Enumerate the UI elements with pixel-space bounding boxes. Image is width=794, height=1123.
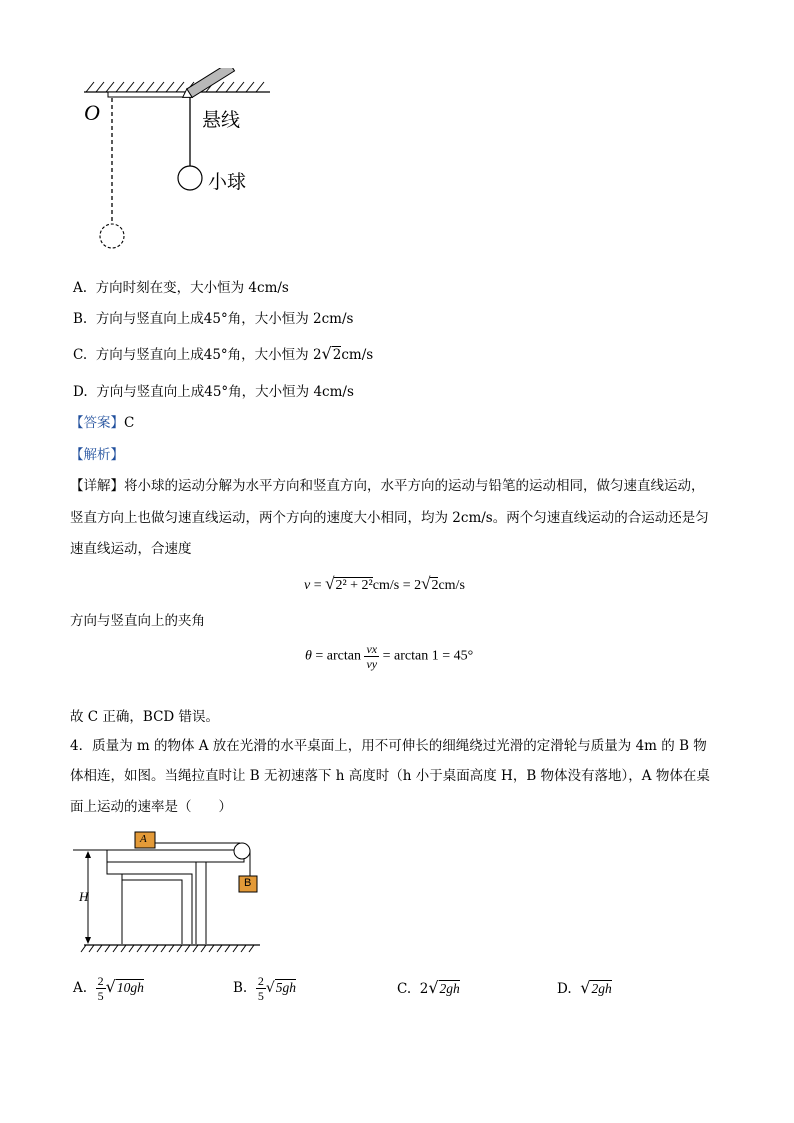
analysis-label: 【解析】 bbox=[70, 447, 124, 463]
q4-option-b: B. $\frac{2}{5}$ √5gh bbox=[233, 974, 296, 1003]
fig1-label-o: O bbox=[84, 100, 100, 125]
detail-line-3: 速直线运动，合速度 bbox=[70, 541, 192, 557]
equation-velocity: v = √2² + 2²cm/s = 2√2cm/s bbox=[304, 574, 465, 593]
answer-label: 【答案】 bbox=[70, 415, 124, 431]
figure-pencil-ball bbox=[78, 68, 278, 253]
detail-line-2: 竖直方向上也做匀速直线运动，两个方向的速度大小相同，均为 2cm/s。两个匀速直线运动的合运动还是匀 bbox=[70, 510, 709, 526]
fig2-label-h: H bbox=[79, 889, 89, 904]
q3-option-b: B. 方向与竖直向上成45°角，大小恒为 2cm/s bbox=[73, 311, 354, 327]
q3-option-d: D. 方向与竖直向上成45°角，大小恒为 4cm/s bbox=[73, 384, 354, 400]
q4-option-d: D. √2gh bbox=[557, 978, 612, 997]
q4-option-c: C. 2√2gh bbox=[397, 978, 460, 997]
answer-value: C bbox=[124, 415, 135, 431]
q4-line-1: 4．质量为 m 的物体 A 放在光滑的水平桌面上，用不可伸长的细绳绕过光滑的定滑轮与质量为 4m 的 B 物 bbox=[70, 738, 707, 754]
answer-line bbox=[70, 411, 134, 431]
q4-option-a: A. $\frac{2}{5}$ √10gh bbox=[73, 974, 144, 1003]
conclusion: 故 C 正确，BCD 错误。 bbox=[70, 709, 220, 725]
angle-intro: 方向与竖直向上的夹角 bbox=[70, 613, 205, 629]
fig1-label-string: 悬线 bbox=[202, 109, 241, 131]
q3-option-a: A. 方向时刻在变，大小恒为 4cm/s bbox=[73, 280, 289, 296]
fig1-label-ball: 小球 bbox=[208, 171, 247, 193]
fig2-label-a: A bbox=[140, 833, 147, 845]
figure-table-pulley bbox=[70, 828, 265, 958]
q4-line-2: 体相连，如图。当绳拉直时让 B 无初速落下 h 高度时（h 小于桌面高度 H，B 物体没有落地），A 物体在桌 bbox=[70, 768, 710, 784]
detail-line-1: 【详解】将小球的运动分解为水平方向和竖直方向，水平方向的运动与铅笔的运动相同，做匀速直线运动， bbox=[70, 478, 705, 494]
fig2-label-b: B bbox=[244, 877, 252, 889]
q3-option-c: C. 方向与竖直向上成45°角，大小恒为 2√2cm/s bbox=[73, 344, 374, 363]
equation-angle: θ = arctan $\frac{vx}{vy}$ = arctan 1 = 45° bbox=[305, 642, 474, 671]
q4-line-3: 面上运动的速率是（ ） bbox=[70, 799, 232, 815]
